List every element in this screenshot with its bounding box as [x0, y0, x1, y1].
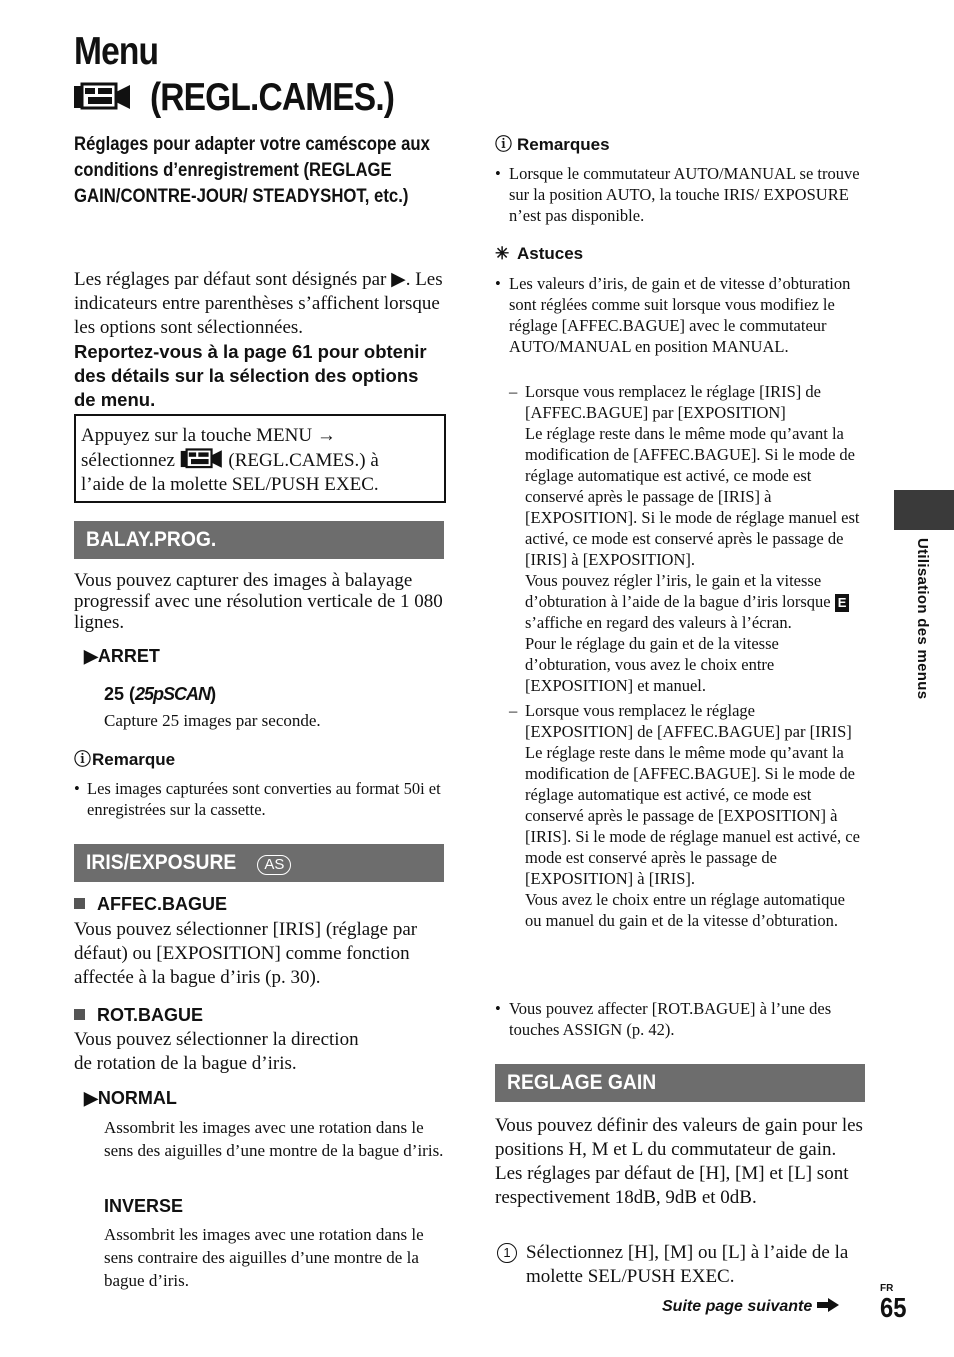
affec-text: Vous pouvez sélectionner [IRIS] (réglage par défaut) ou [EXPOSITION] comme fonction affectée à la bague d’iris (p. 30). [74, 919, 418, 988]
default-marker-icon: ▶ [84, 1088, 98, 1108]
option-25-desc: Capture 25 images par seconde. [104, 711, 321, 730]
gain-step-1: 1 Sélectionnez [H], [M] ou [L] à l’aide de la molette SEL/PUSH EXEC. [495, 1241, 865, 1289]
rot-text-2: de rotation de la bague d’iris. [74, 1053, 297, 1074]
tip-1-dash-2: – Lorsque vous remplacez le réglage [EXPOSITION] de [AFFEC.BAGUE] par [IRIS] Le réglage reste dans le même mode qu’avant la modification de [AFFEC.BAGUE]. Si le mode de réglage automatique est activé, ce mode est conservé après le passage de [EXPOSITION] à [IRIS]. Si le mode de réglage manuel est activé, ce mode est conservé après le passage de [EXPOSITION] à [IRIS]. Vous avez le choix entre un réglage automatique ou manuel du gain et de la vitesse d’obturation. [509, 701, 860, 930]
remarks-heading: ⓘ Remarques [495, 135, 610, 154]
page-number: 65 [880, 1292, 907, 1323]
remark-1: • Lorsque le commutateur AUTO/MANUAL se trouve sur la position AUTO, la touche IRIS/ EXPOSURE n’est pas disponible. [495, 164, 860, 225]
arrow-right-icon [817, 1298, 839, 1312]
balay-note-heading: ⓘRemarque [74, 750, 176, 769]
tips-heading: ✳ Astuces [495, 244, 584, 263]
balay-note: • Les images capturées sont converties au format 50i et enregistrées sur la cassette. [74, 779, 441, 819]
square-bullet-icon [74, 898, 85, 909]
language-code: FR [880, 1283, 894, 1294]
section-gain-heading: REGLAGE GAIN [495, 1064, 865, 1102]
instruction-box [74, 414, 446, 503]
page-title-line2 [74, 76, 434, 120]
tip-1: • Les valeurs d’iris, de gain et de vitesse d’obturation sont réglées comme suit lorsque vous modifiez le réglage [AFFEC.BAGUE] avec le commutateur AUTO/MANUAL en position MANUAL. [495, 274, 851, 356]
25pscan-icon: 25pSCAN [135, 684, 211, 704]
camcorder-icon [180, 448, 224, 470]
page-title-line1: Menu [74, 30, 159, 73]
page-subtitle: Réglages pour adapter votre caméscope aux conditions d’enregistrement (REGLAGE GAIN/CONTRE-JOUR/ STEADYSHOT, etc.) [74, 134, 430, 207]
option-inverse: INVERSE [104, 1196, 184, 1216]
intro-paragraph: Les réglages par défaut sont désignés par ▶. Les indicateurs entre parenthèses s’affichent lorsque les options sont sélectionnées. [74, 269, 443, 338]
square-bullet-icon [74, 1009, 85, 1020]
tip-1-dash-1: – Lorsque vous remplacez le réglage [IRIS] de [AFFEC.BAGUE] par [EXPOSITION] Le réglage reste dans le même mode qu’avant la modification de [AFFEC.BAGUE]. Si le mode de réglage automatique est activé, ce mode est conservé après le passage de [IRIS] à [EXPOSITION]. Si le mode de réglage manuel est activé, ce mode est conservé après le passage de [IRIS] à [EXPOSITION]. Vous pouvez régler l’iris, le gain et la vitesse d’obturation à l’aide de la bague d’iris lorsque E s’affiche en regard des valeurs à l’écran. Pour le réglage du gain et de la vitesse d’obturation, vous avez le choix entre [EXPOSITION] et manuel. [509, 382, 860, 695]
intro-reference: Reportez-vous à la page 61 pour obtenir des détails sur la sélection des options de menu. [74, 341, 427, 410]
balay-text: Vous pouvez capturer des images à balayage progressif avec une résolution verticale de 1 080 lignes. [74, 570, 443, 633]
box-line3: l’aide de la molette SEL/PUSH EXEC. [81, 474, 379, 495]
side-tab-label: Utilisation des menus [914, 538, 931, 700]
option-25: 25 (25pSCAN) [104, 684, 217, 704]
rot-text-1: Vous pouvez sélectionner la direction [74, 1029, 359, 1050]
gain-text: Vous pouvez définir des valeurs de gain pour les positions H, M et L du commutateur de gain. Les réglages par défaut de [H], [M] et [L] sont respectivement 18dB, 9dB et 0dB. [495, 1115, 863, 1208]
box-line1: Appuyez sur la touche MENU → [81, 425, 336, 446]
box-line2b: (REGL.CAMES.) à [228, 450, 379, 471]
step-number: 1 [497, 1243, 517, 1263]
note-icon: ⓘ [495, 135, 512, 154]
note-icon: ⓘ [74, 750, 91, 769]
affec-heading: AFFEC.BAGUE [74, 892, 227, 916]
title-text: (REGL.CAMES.) [150, 76, 395, 119]
camcorder-icon [74, 82, 132, 112]
lightbulb-icon: ✳ [495, 244, 510, 263]
option-arret: ▶ARRET [84, 646, 160, 666]
exposure-e-icon: E [835, 594, 850, 612]
option-normal: ▶NORMAL [84, 1088, 177, 1108]
inverse-desc: Assombrit les images avec une rotation dans le sens contraire des aiguilles d’une montre de la bague d’iris. [104, 1225, 424, 1290]
tip-2: • Vous pouvez affecter [ROT.BAGUE] à l’une des touches ASSIGN (p. 42). [495, 999, 832, 1039]
normal-desc: Assombrit les images avec une rotation dans le sens des aiguilles d’une montre de la bague d’iris. [104, 1118, 444, 1160]
section-balay-heading: BALAY.PROG. [74, 521, 444, 559]
default-marker-icon: ▶ [84, 646, 98, 666]
side-tab-marker [894, 490, 954, 530]
as-badge: AS [257, 855, 291, 875]
section-iris-heading: IRIS/EXPOSURE AS [74, 844, 444, 882]
box-line2: sélectionnez [81, 450, 175, 471]
continue-next-page: Suite page suivante [662, 1298, 839, 1316]
rot-heading: ROT.BAGUE [74, 1003, 203, 1027]
